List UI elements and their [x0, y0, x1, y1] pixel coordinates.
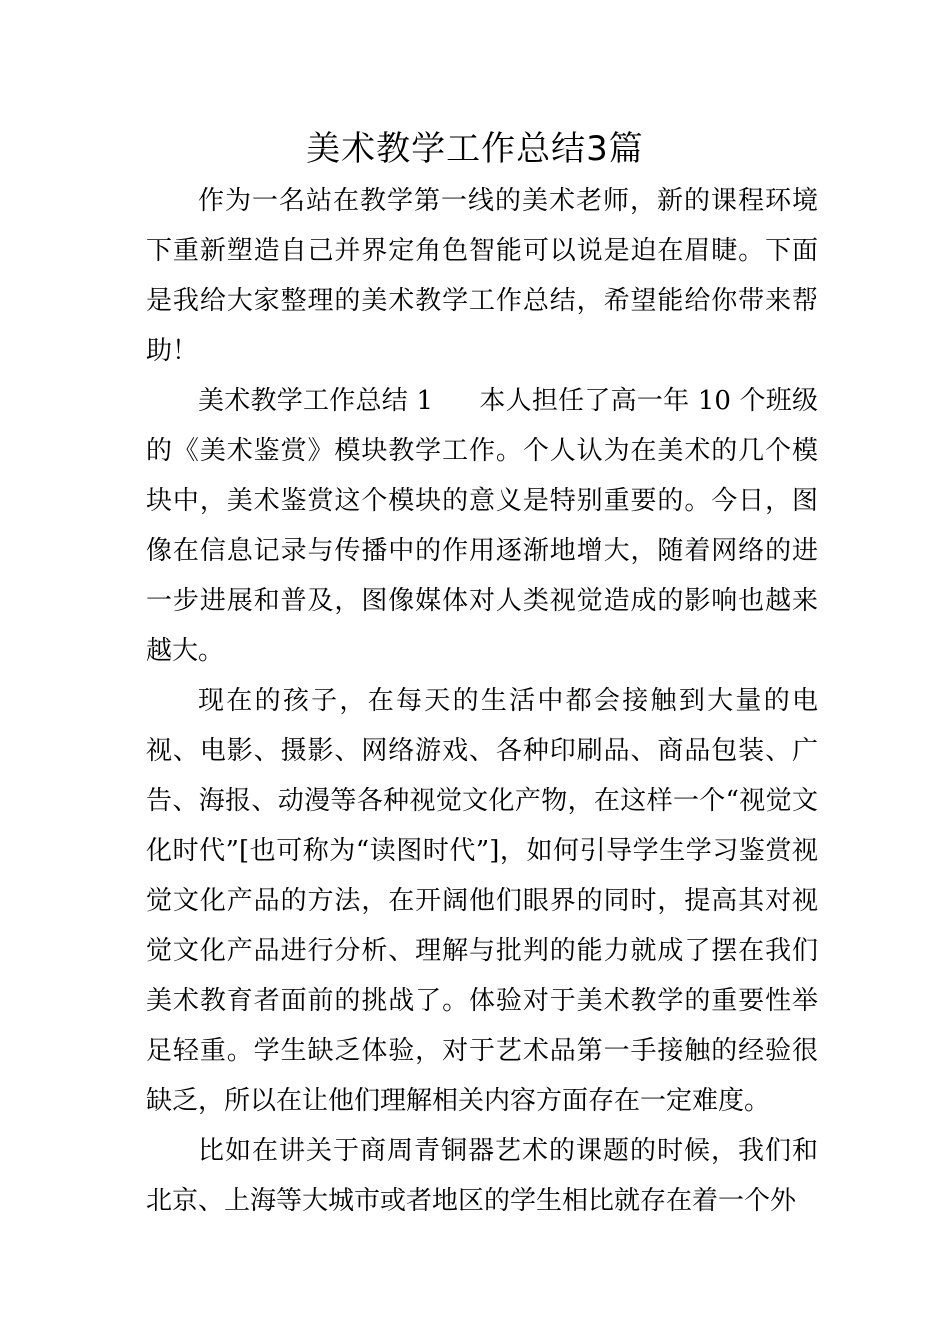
section1-paragraph [146, 376, 818, 676]
paragraph-3: 比如在讲关于商周青铜器艺术的课题的时候，我们和北京、上海等大城市或者地区的学生相比就存在着一个外 [146, 1136, 818, 1216]
paragraph-2: 现在的孩子，在每天的生活中都会接触到大量的电视、电影、摄影、网络游戏、各种印刷品、商品包装、广告、海报、动漫等各种视觉文化产物，在这样一个“视觉文化时代”[也可称为“读图时代”]，如何引导学生学习鉴赏视觉文化产品的方法，在开阔他们眼界的同时，提高其对视觉文化产品进行分析、理解与批判的能力就成了摆在我们美术教育者面前的挑战了。体验对于美术教学的重要性举足轻重。学生缺乏体验，对于艺术品第一手接触的经验很缺乏，所以在让他们理解相关内容方面存在一定难度。 [146, 686, 818, 1116]
section1-heading: 美术教学工作总结 1 [198, 386, 434, 416]
section1-text: 本人担任了高一年 10 个班级的《美术鉴赏》模块教学工作。个人认为在美术的几个模块中，美术鉴赏这个模块的意义是特别重要的。今日，图像在信息记录与传播中的作用逐渐地增大，随着网络的进一步进展和普及，图像媒体对人类视觉造成的影响也越来越大。 [146, 386, 818, 666]
document-body [146, 176, 818, 1226]
intro-paragraph: 作为一名站在教学第一线的美术老师，新的课程环境下重新塑造自己并界定角色智能可以说是迫在眉睫。下面是我给大家整理的美术教学工作总结，希望能给你带来帮助！ [146, 186, 818, 366]
document-title: 美术教学工作总结3篇 [306, 129, 644, 169]
